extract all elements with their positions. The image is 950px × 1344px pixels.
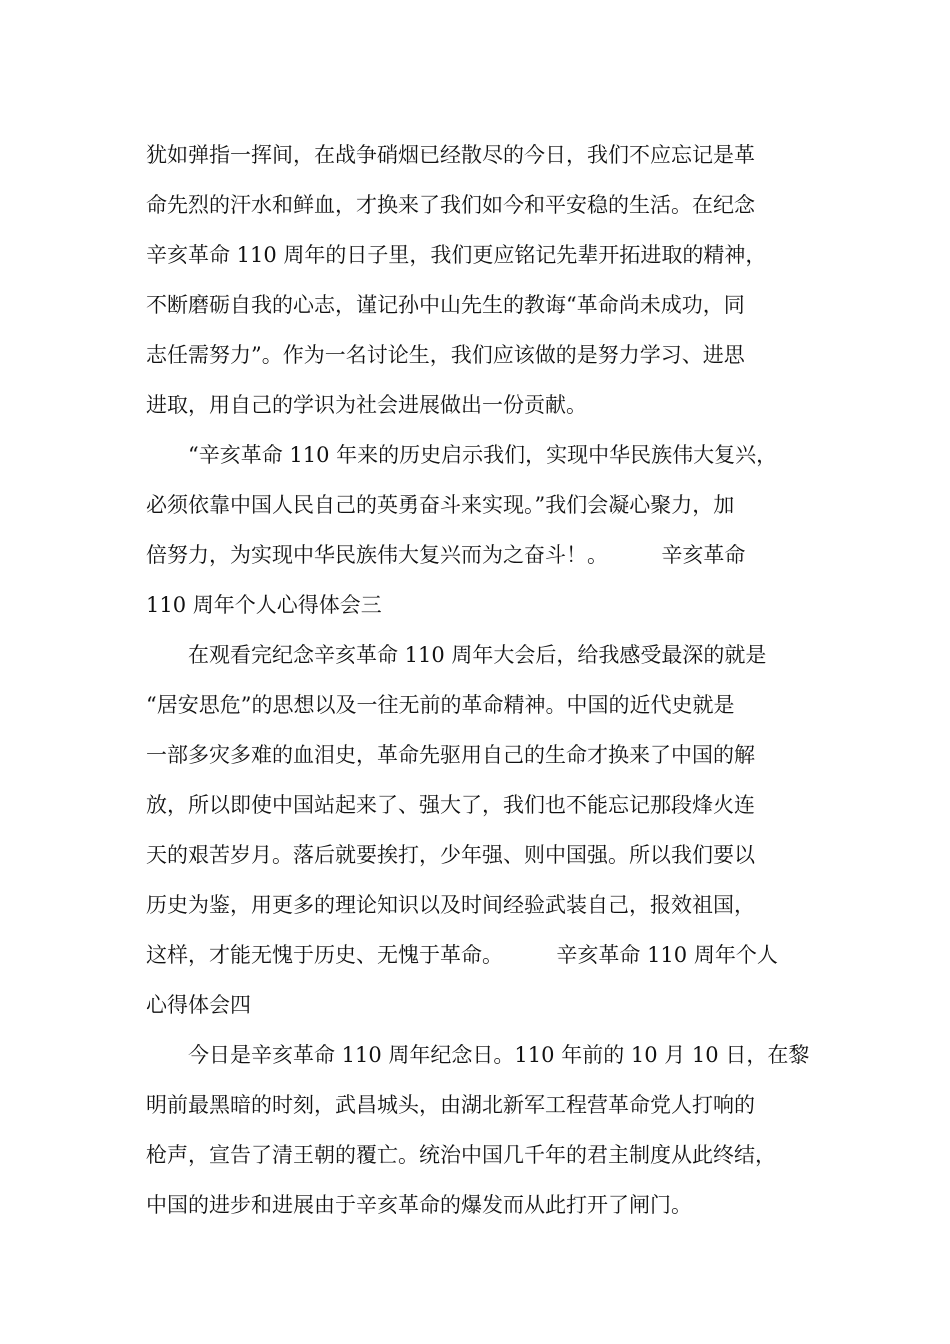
text-line: “辛亥革命 110 年来的历史启示我们，实现中华民族伟大复兴， [188, 443, 778, 467]
text-line: “居安思危”的思想以及一往无前的革命精神。中国的近代史就是 [146, 693, 735, 717]
text-line: 不断磨砺自我的心志，谨记孙中山先生的教诲“革命尚未成功，同 [146, 293, 745, 317]
text-line: 枪声，宣告了清王朝的覆亡。统治中国几千年的君主制度从此终结， [146, 1143, 776, 1167]
text-line: 命先烈的汗水和鲜血，才换来了我们如今和平安稳的生活。在纪念 [146, 193, 755, 217]
text-line: 志任需努力”。作为一名讨论生，我们应该做的是努力学习、进思 [146, 343, 745, 367]
text-line: 今日是辛亥革命 110 周年纪念日。110 年前的 10 月 10 日，在黎 [188, 1043, 810, 1067]
text-line: 犹如弹指一挥间，在战争硝烟已经散尽的今日，我们不应忘记是革 [146, 143, 755, 167]
text-line: 辛亥革命 110 周年的日子里，我们更应铭记先辈开拓进取的精神， [146, 243, 767, 267]
text-line: 一部多灾多难的血泪史，革命先驱用自己的生命才换来了中国的解 [146, 743, 755, 767]
text-line: 明前最黑暗的时刻，武昌城头，由湖北新军工程营革命党人打响的 [146, 1093, 755, 1117]
section-heading-four: 心得体会四 [146, 993, 251, 1017]
text-line: 中国的进步和进展由于辛亥革命的爆发而从此打开了闸门。 [146, 1193, 692, 1217]
section-heading-three: 110 周年个人心得体会三 [146, 593, 382, 617]
text-line: 这样，才能无愧于历史、无愧于革命。 辛亥革命 110 周年个人 [146, 943, 778, 967]
text-line: 在观看完纪念辛亥革命 110 周年大会后，给我感受最深的就是 [188, 643, 767, 667]
document-body [146, 130, 846, 1230]
text-line: 天的艰苦岁月。落后就要挨打，少年强、则中国强。所以我们要以 [146, 843, 755, 867]
text-line: 必须依靠中国人民自己的英勇奋斗来实现。”我们会凝心聚力，加 [146, 493, 735, 517]
text-line: 放，所以即使中国站起来了、强大了，我们也不能忘记那段烽火连 [146, 793, 755, 817]
text-line: 进取，用自己的学识为社会进展做出一份贡献。 [146, 393, 587, 417]
text-line: 倍努力，为实现中华民族伟大复兴而为之奋斗！。 辛亥革命 [146, 543, 746, 567]
text-line: 历史为鉴，用更多的理论知识以及时间经验武装自己，报效祖国， [146, 893, 755, 917]
